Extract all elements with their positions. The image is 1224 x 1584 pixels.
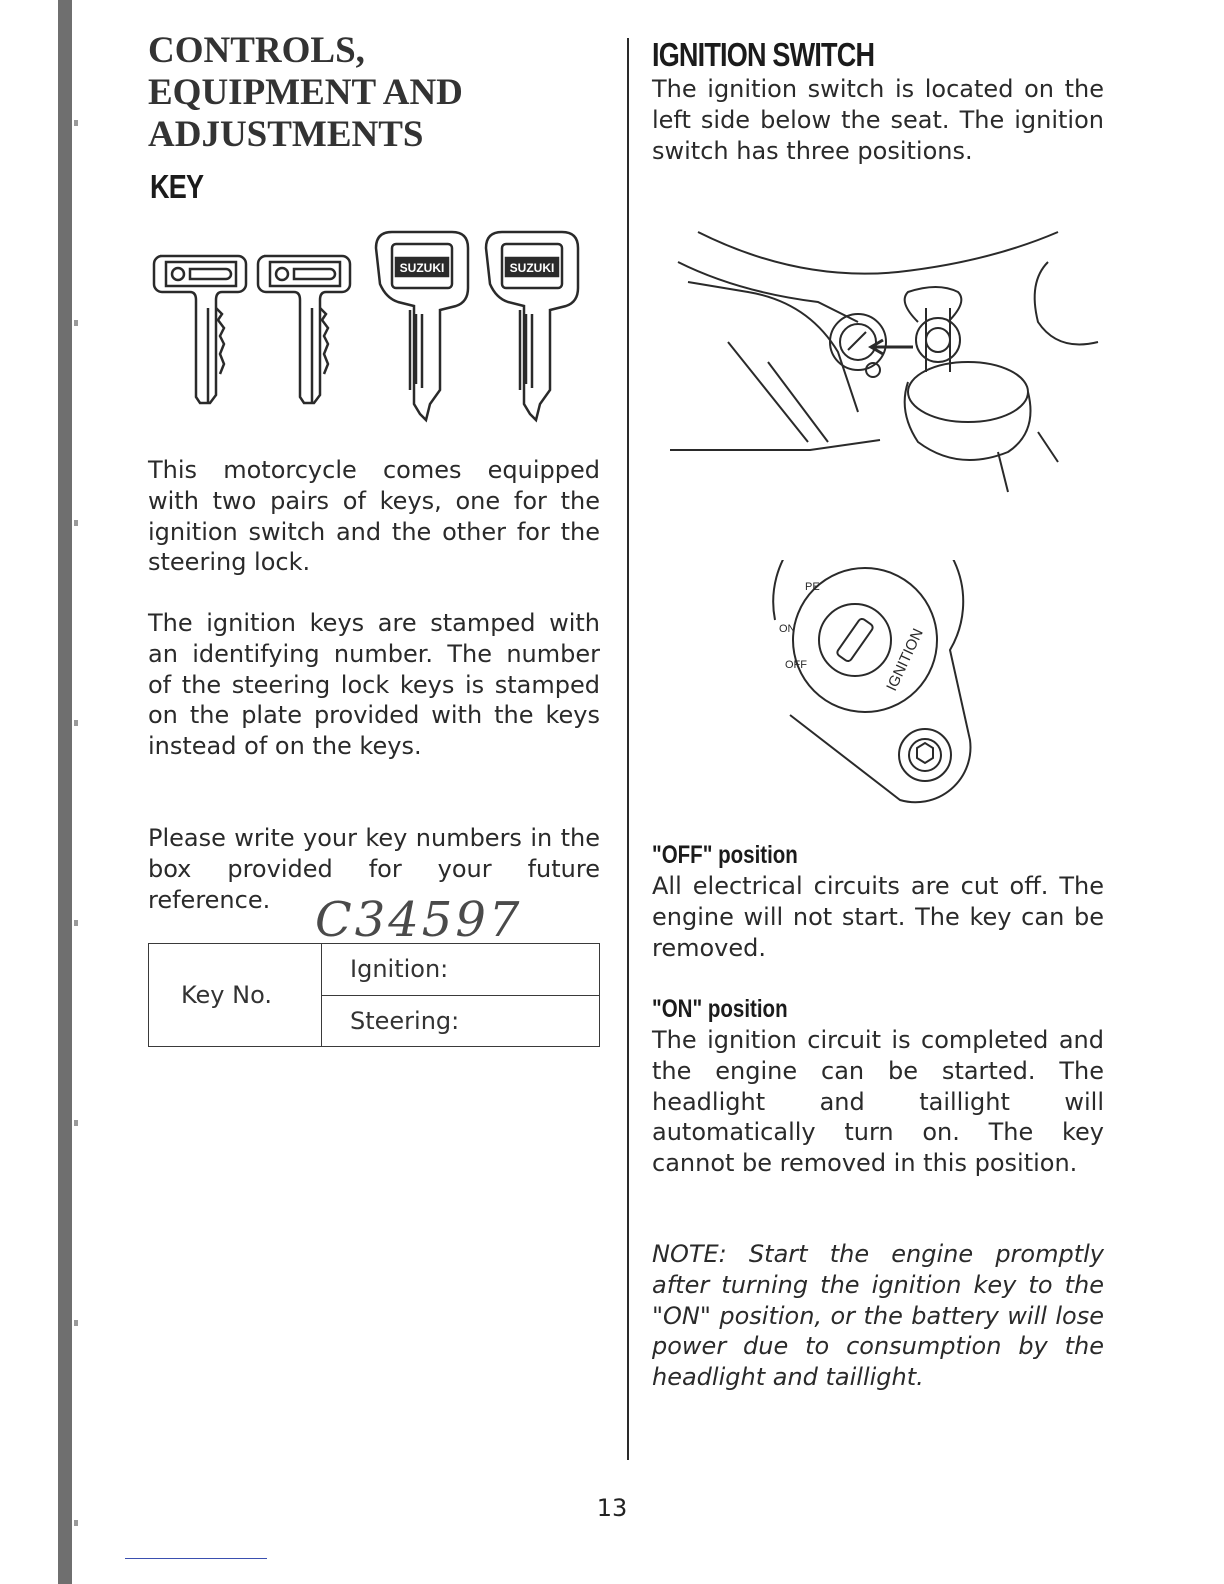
handwritten-key-number: C34597: [315, 892, 523, 948]
off-position-text: All electrical circuits are cut off. The engine will not start. The key can be removed.: [652, 872, 1104, 962]
ignition-key-field[interactable]: Ignition:: [322, 944, 600, 996]
keys-description: This motorcycle comes equipped with two pairs of keys, one for the ignition switch and the other for the steering lock.: [148, 456, 600, 577]
page-number: 13: [596, 1494, 628, 1522]
steering-key-icon: [486, 232, 578, 420]
ignition-switch-dial-illustration: [755, 560, 985, 810]
footer-rule: [125, 1558, 267, 1559]
column-divider: [627, 38, 629, 1460]
svg-text:SUZUKI: SUZUKI: [399, 261, 445, 275]
key-heading: KEY: [150, 168, 204, 205]
title-line: ADJUSTMENTS: [148, 114, 424, 155]
ignition-key-icon: [258, 256, 350, 403]
ignition-keys-description: The ignition keys are stamped with an identifying number. The number of the steering lock keys is stamped on the plate provided with the keys instead of on the keys.: [148, 609, 600, 761]
title-line: CONTROLS,: [148, 30, 365, 71]
dial-label-on: ON: [779, 623, 796, 635]
ignition-switch-location-illustration: [668, 222, 1108, 512]
key-no-label: Key No.: [149, 944, 322, 1047]
svg-text:SUZUKI: SUZUKI: [509, 261, 555, 275]
dial-label-pe: PE: [805, 581, 820, 593]
title-line: EQUIPMENT AND: [148, 72, 463, 113]
steering-key-field[interactable]: Steering:: [322, 995, 600, 1047]
on-position-text: The ignition circuit is completed and the engine can be started. The headlight and taillight will automatically turn on. The key cannot be removed in this position.: [652, 1026, 1104, 1178]
ignition-note: NOTE: Start the engine promptly after turning the ignition key to the "ON" position, or the battery will lose power due to consumption by the headlight and taillight.: [652, 1240, 1104, 1392]
keys-illustration: [150, 228, 590, 430]
ignition-key-icon: [154, 256, 246, 403]
page-title: [148, 30, 463, 156]
dial-label-ignition: IGNITION: [883, 626, 927, 694]
key-number-instruction: Please write your key numbers in the box provided for your future reference.: [148, 824, 600, 914]
binding-marks: [74, 0, 78, 1584]
binding-edge: [58, 0, 72, 1584]
dial-label-off: OFF: [785, 659, 807, 671]
off-position-heading: "OFF" position: [652, 841, 798, 869]
steering-key-icon: [376, 232, 468, 420]
ignition-switch-heading: IGNITION SWITCH: [652, 36, 875, 73]
on-position-heading: "ON" position: [652, 995, 788, 1023]
ignition-switch-intro: The ignition switch is located on the left side below the seat. The ignition switch has three positions.: [652, 75, 1104, 165]
key-number-table: [148, 943, 600, 1047]
